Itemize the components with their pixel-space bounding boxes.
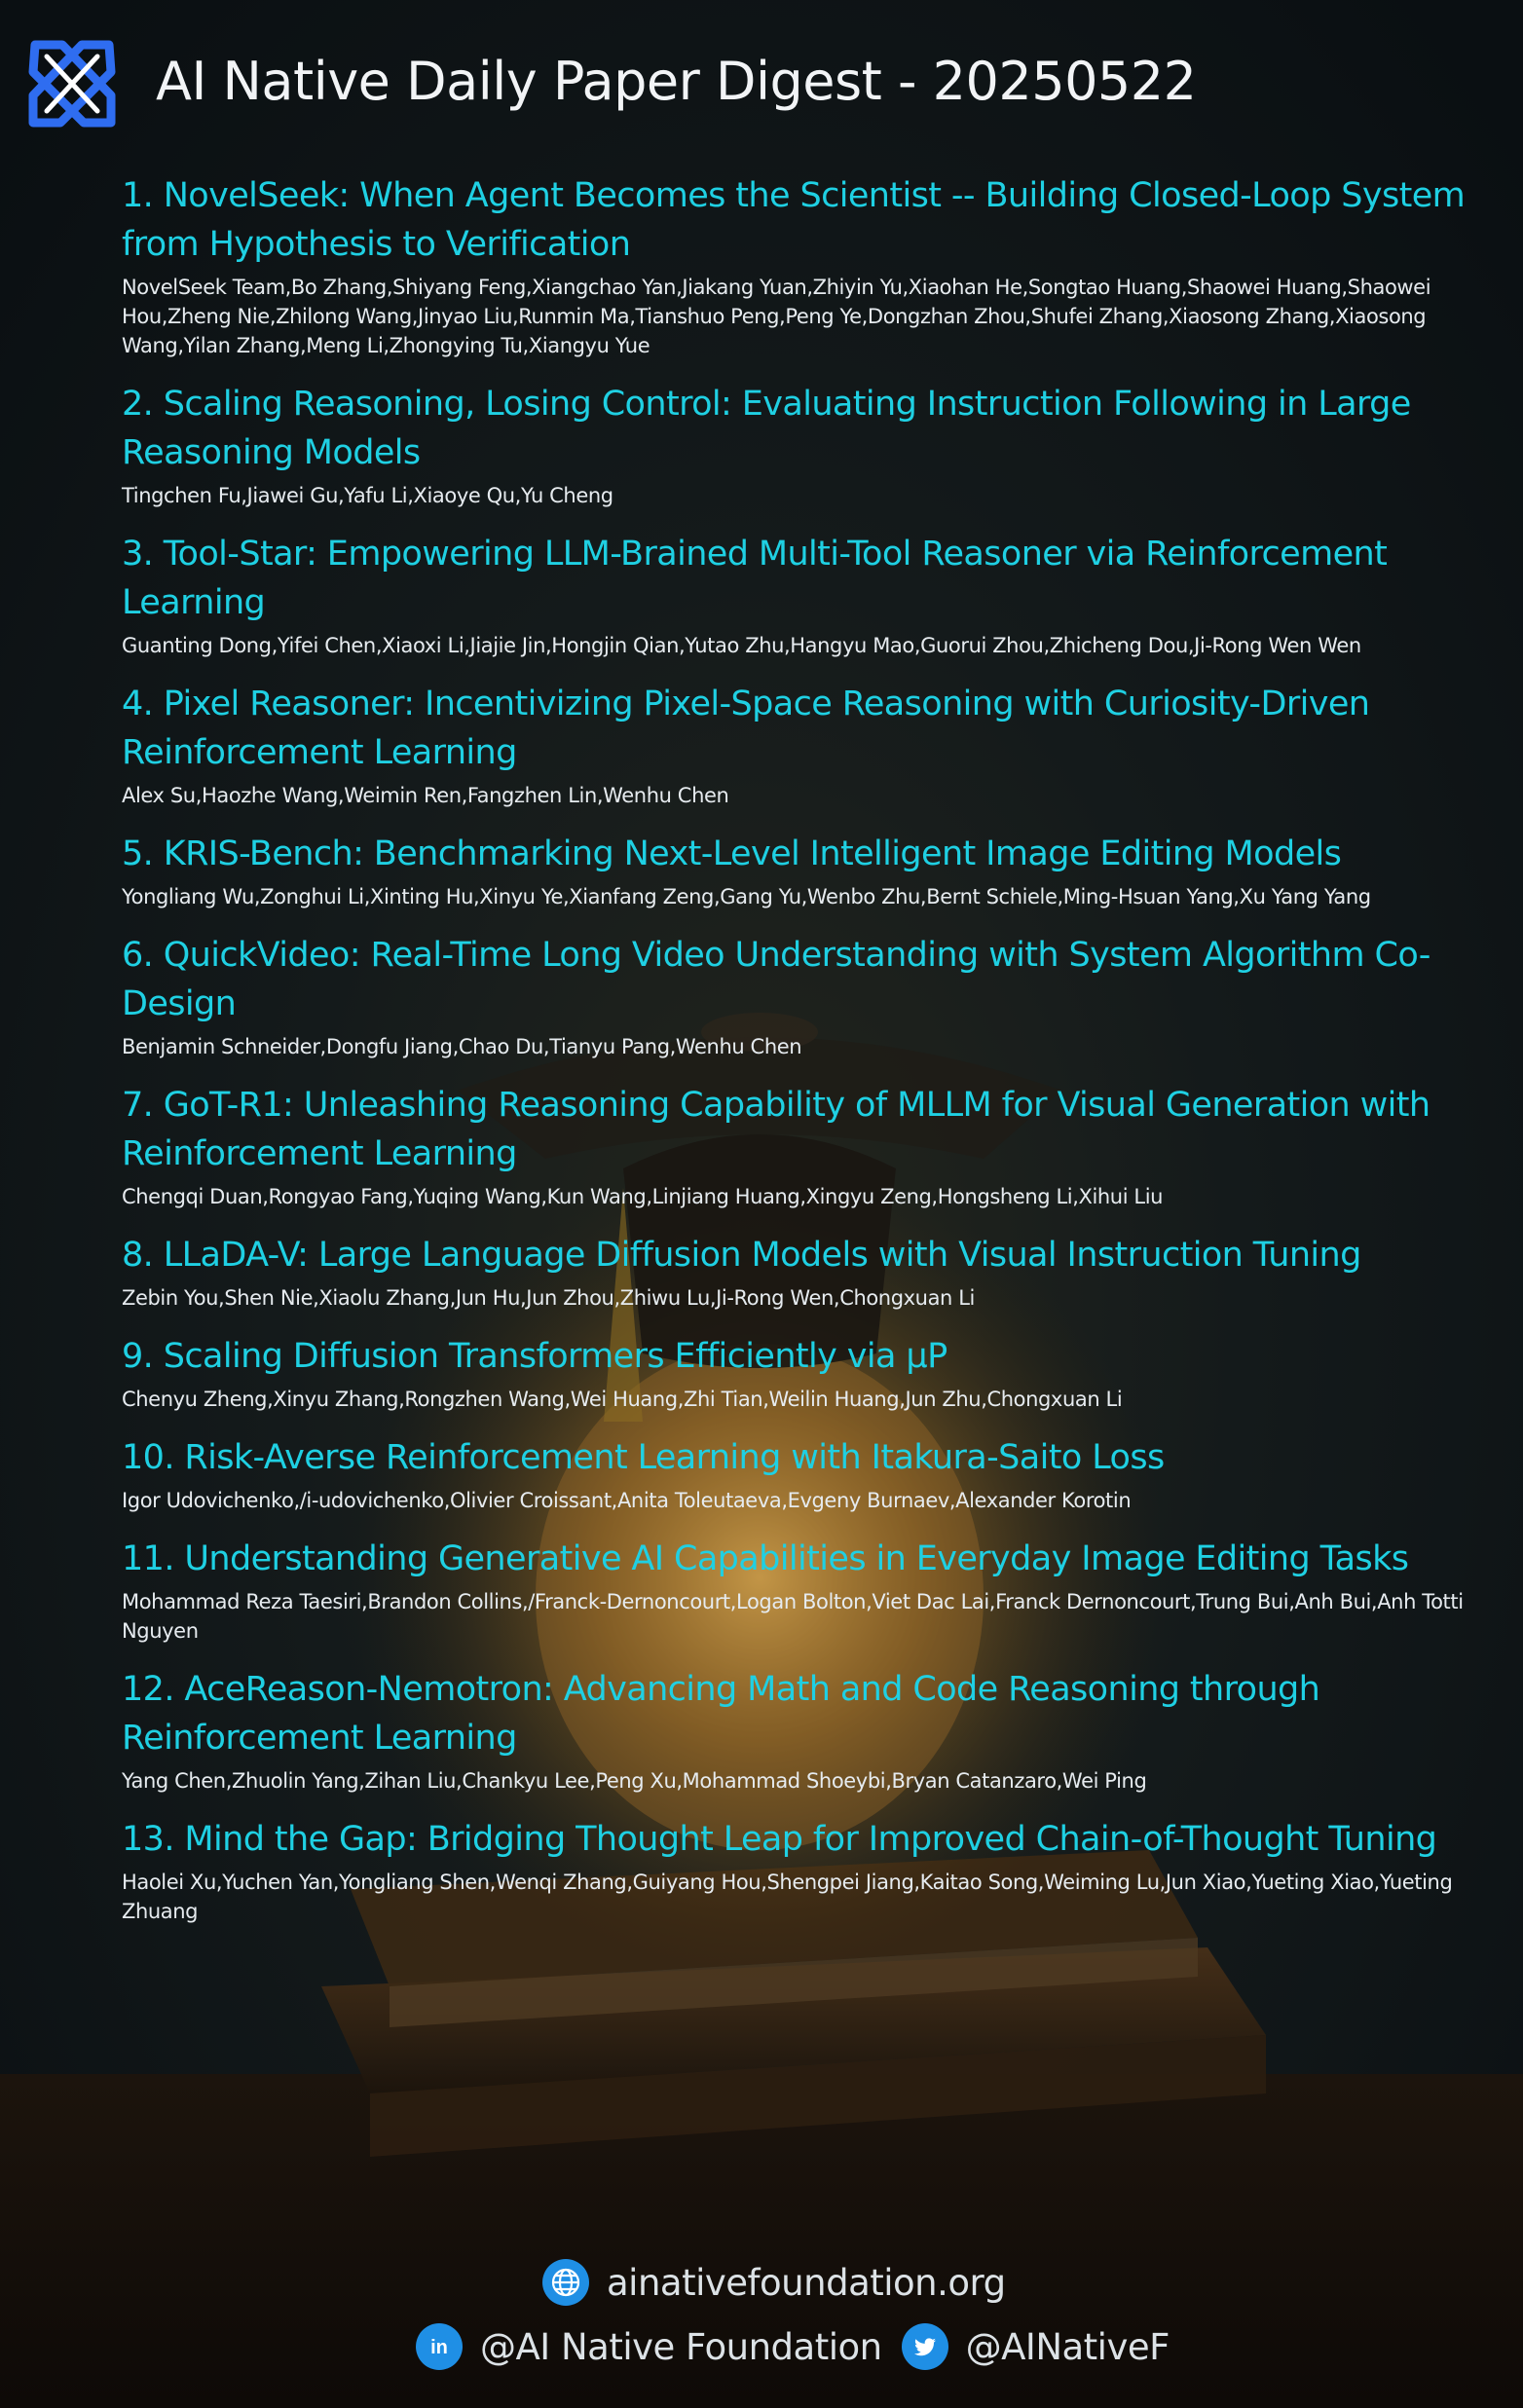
paper-title-link[interactable]: 2. Scaling Reasoning, Losing Control: Evaluating Instruction Following in Large Reasoning Models [122, 385, 1411, 472]
paper-title-link[interactable]: 5. KRIS-Bench: Benchmarking Next-Level Intelligent Image Editing Models [122, 834, 1342, 873]
header [0, 0, 1523, 170]
twitter-icon [902, 2323, 948, 2370]
paper-authors: Igor Udovichenko,/i-udovichenko,Olivier Croissant,Anita Toleutaeva,Evgeny Burnaev,Alexander Korotin [122, 1489, 1132, 1512]
paper-authors: Tingchen Fu,Jiawei Gu,Yafu Li,Xiaoye Qu,Yu Cheng [122, 484, 613, 507]
paper-title-link[interactable]: 4. Pixel Reasoner: Incentivizing Pixel-Space Reasoning with Curiosity-Driven Reinforcement Learning [122, 685, 1370, 772]
paper-authors: Alex Su,Haozhe Wang,Weimin Ren,Fangzhen Lin,Wenhu Chen [122, 784, 729, 807]
paper-item [122, 680, 1485, 810]
title-text: AI Native Daily Paper Digest - [156, 51, 933, 112]
ai-native-logo [23, 35, 121, 132]
globe-icon [542, 2259, 589, 2306]
paper-item [122, 830, 1485, 911]
page-title [156, 51, 1197, 112]
paper-title-link[interactable]: 9. Scaling Diffusion Transformers Efficiently via μP [122, 1337, 947, 1376]
paper-list [122, 171, 1485, 1945]
paper-title-link[interactable]: 12. AceReason-Nemotron: Advancing Math and Code Reasoning through Reinforcement Learning [122, 1670, 1320, 1758]
paper-authors: Zebin You,Shen Nie,Xiaolu Zhang,Jun Hu,Jun Zhou,Zhiwu Lu,Ji-Rong Wen,Chongxuan Li [122, 1286, 975, 1310]
linkedin-row[interactable] [416, 2323, 1170, 2370]
paper-authors: Yang Chen,Zhuolin Yang,Zihan Liu,Chankyu Lee,Peng Xu,Mohammad Shoeybi,Bryan Catanzaro,Wei Ping [122, 1769, 1147, 1793]
paper-item [122, 380, 1485, 510]
paper-item [122, 1332, 1485, 1414]
paper-title-link[interactable]: 6. QuickVideo: Real-Time Long Video Understanding with System Algorithm Co-Design [122, 936, 1430, 1023]
linkedin-icon [416, 2323, 463, 2370]
paper-authors: Haolei Xu,Yuchen Yan,Yongliang Shen,Wenqi Zhang,Guiyang Hou,Shengpei Jiang,Kaitao Song,Weiming Lu,Jun Xiao,Yueting Xiao,Yueting Zhuang [122, 1871, 1453, 1923]
paper-item [122, 530, 1485, 660]
linkedin-handle[interactable]: @AI Native Foundation [480, 2325, 882, 2368]
digest-date: 20250522 [932, 51, 1197, 112]
paper-title-link[interactable]: 10. Risk-Averse Reinforcement Learning with Itakura-Saito Loss [122, 1438, 1165, 1477]
paper-item [122, 1433, 1485, 1515]
paper-title-link[interactable]: 3. Tool-Star: Empowering LLM-Brained Multi-Tool Reasoner via Reinforcement Learning [122, 535, 1388, 622]
paper-item [122, 1231, 1485, 1313]
paper-title-link[interactable]: 1. NovelSeek: When Agent Becomes the Scientist -- Building Closed-Loop System from Hypothesis to Verification [122, 176, 1466, 264]
paper-authors: Mohammad Reza Taesiri,Brandon Collins,/Franck-Dernoncourt,Logan Bolton,Viet Dac Lai,Franck Dernoncourt,Trung Bui,Anh Bui,Anh Totti Nguyen [122, 1590, 1464, 1643]
paper-authors: Chenyu Zheng,Xinyu Zhang,Rongzhen Wang,Wei Huang,Zhi Tian,Weilin Huang,Jun Zhu,Chongxuan Li [122, 1388, 1123, 1411]
paper-item [122, 1665, 1485, 1796]
paper-authors: Benjamin Schneider,Dongfu Jiang,Chao Du,Tianyu Pang,Wenhu Chen [122, 1035, 802, 1058]
footer [0, 2240, 1523, 2408]
paper-title-link[interactable]: 8. LLaDA-V: Large Language Diffusion Models with Visual Instruction Tuning [122, 1236, 1361, 1275]
paper-title-link[interactable]: 13. Mind the Gap: Bridging Thought Leap for Improved Chain-of-Thought Tuning [122, 1820, 1437, 1859]
paper-authors: Guanting Dong,Yifei Chen,Xiaoxi Li,Jiajie Jin,Hongjin Qian,Yutao Zhu,Hangyu Mao,Guorui Zhou,Zhicheng Dou,Ji-Rong Wen Wen [122, 634, 1361, 657]
paper-item [122, 1815, 1485, 1926]
paper-item [122, 171, 1485, 360]
paper-authors: NovelSeek Team,Bo Zhang,Shiyang Feng,Xiangchao Yan,Jiakang Yuan,Zhiyin Yu,Xiaohan He,Songtao Huang,Shaowei Huang,Shaowei Hou,Zheng Nie,Zhilong Wang,Jinyao Liu,Runmin Ma,Tianshuo Peng,Peng Ye,Dongzhan Zhou,Shufei Zhang,Xiaosong Zhang,Xiaosong Wang,Yilan Zhang,Meng Li,Zhongying Tu,Xiangyu Yue [122, 276, 1431, 357]
website-row[interactable] [542, 2259, 1006, 2306]
paper-authors: Yongliang Wu,Zonghui Li,Xinting Hu,Xinyu Ye,Xianfang Zeng,Gang Yu,Wenbo Zhu,Bernt Schiele,Ming-Hsuan Yang,Xu Yang Yang [122, 885, 1371, 908]
paper-title-link[interactable]: 11. Understanding Generative AI Capabilities in Everyday Image Editing Tasks [122, 1539, 1409, 1578]
svg-text:in: in [430, 2337, 448, 2358]
twitter-handle[interactable]: @AINativeF [965, 2325, 1170, 2368]
paper-item [122, 1535, 1485, 1646]
paper-title-link[interactable]: 7. GoT-R1: Unleashing Reasoning Capability of MLLM for Visual Generation with Reinforcement Learning [122, 1086, 1430, 1173]
paper-item [122, 931, 1485, 1061]
paper-authors: Chengqi Duan,Rongyao Fang,Yuqing Wang,Kun Wang,Linjiang Huang,Xingyu Zeng,Hongsheng Li,Xihui Liu [122, 1185, 1164, 1208]
website-link[interactable]: ainativefoundation.org [607, 2261, 1006, 2304]
paper-item [122, 1081, 1485, 1211]
